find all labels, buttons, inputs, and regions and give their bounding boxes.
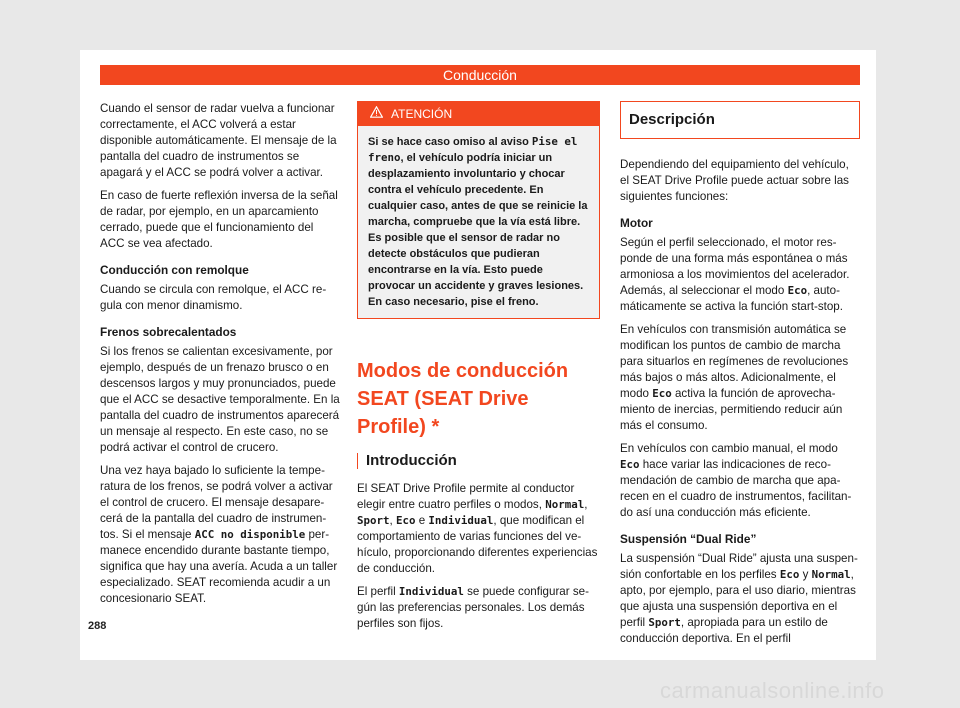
- paragraph: [620, 441, 860, 521]
- text: hace variar las indicaciones de recomendación de cambio de marcha que aparecen en el cuadro de instrumentos, facilitando así una conducción más eficiente.: [620, 458, 852, 519]
- warning-triangle-icon: [370, 102, 383, 126]
- section-title: Modos de conducción SEAT (SEAT Drive Profile) *: [357, 360, 569, 438]
- text: Según el perfil seleccionado, el motor responde de una forma más espontánea o más armoniosa a los movimientos del acelerador. Además, al seleccionar el modo: [620, 236, 850, 297]
- text: permanece encendido durante bastante tiempo, significa que hay una avería. Acuda a un taller especializado. SEAT recomienda acudir a un concesionario SEAT.: [100, 528, 338, 605]
- display-message: Pise el freno: [368, 135, 578, 164]
- text: El SEAT Drive Profile permite al conductor elegir entre cuatro perfiles o modos,: [357, 482, 575, 511]
- paragraph: [620, 551, 860, 647]
- mode-sport: Sport: [648, 616, 681, 629]
- text: El perfil: [357, 585, 399, 598]
- text: e: [415, 514, 429, 527]
- text: y: [799, 568, 812, 581]
- heading-overheated-brakes: Frenos sobrecalentados: [100, 325, 237, 339]
- warning-text: [358, 126, 599, 318]
- paragraph: [357, 481, 600, 577]
- mode-eco: Eco: [787, 284, 808, 297]
- paragraph: Cuando el sensor de radar vuelva a funcionar correctamente, el ACC volverá a estar disponible automáticamente. El mensaje de la pantalla del cuadro de instrumentos se apagará y el ACC se podrá volver a activar.: [100, 102, 337, 179]
- mode-sport: Sport: [357, 514, 390, 527]
- text: En vehículos con cambio manual, el modo: [620, 442, 838, 455]
- text: se puede configurar según las preferencias personales. Los demás perfiles son fijos.: [357, 585, 589, 630]
- text: , automáticamente se activa la función start-stop.: [620, 284, 843, 313]
- text: , apropiada para un estilo de conducción deportiva. En el perfil: [620, 616, 828, 645]
- paragraph: Cuando se circula con remolque, el ACC regula con menor dinamismo.: [100, 283, 327, 312]
- text: ,: [389, 514, 396, 527]
- mode-individual: Individual: [398, 585, 464, 598]
- mode-eco: Eco: [652, 387, 672, 400]
- watermark: carmanualsonline.info: [660, 678, 885, 703]
- heading-engine: Motor: [620, 216, 653, 230]
- display-message: ACC no disponible: [194, 528, 306, 541]
- page-number: 288: [88, 620, 107, 632]
- column-right: [620, 101, 860, 654]
- warning-title: ATENCIÓN: [391, 107, 453, 121]
- paragraph: En caso de fuerte reflexión inversa de la señal de radar, por ejemplo, en un aparcamiento cerrado, puede que el funcionamiento del ACC se vea afectado.: [100, 189, 338, 250]
- background-left: [0, 50, 80, 660]
- subsection-intro: [357, 453, 600, 469]
- paragraph: [100, 463, 340, 607]
- heading-suspension: Suspensión “Dual Ride”: [620, 532, 757, 546]
- background-top: [0, 0, 960, 50]
- paragraph: [357, 584, 600, 632]
- subsection-title: Introducción: [366, 452, 457, 469]
- mode-eco: Eco: [620, 458, 640, 471]
- text: , que modifican el comportamiento de varias funciones del vehículo, proporcionando diferentes experiencias de conducción.: [357, 514, 598, 575]
- mode-normal: Normal: [811, 568, 851, 581]
- column-middle: [357, 101, 600, 639]
- mode-eco: Eco: [395, 514, 416, 527]
- text: activa la función de aprovechamiento de inercias, permitiendo reducir aún más el consumo.: [620, 387, 843, 432]
- mode-individual: Individual: [428, 514, 494, 527]
- mode-eco: Eco: [779, 568, 800, 581]
- warning-box: [357, 101, 600, 319]
- text: , el vehículo podría iniciar un desplazamiento involuntario y chocar contra el vehículo precedente. En cualquier caso, antes de que se reinicie la marcha, compruebe que la vía está libre. Es posible que el sensor de radar no detecte obstáculos que pudieran encontrarse en la vía. Esto puede provocar un accidente y graves lesiones. En caso necesario, pise el freno.: [368, 152, 588, 308]
- warning-header: [358, 102, 599, 126]
- column-left: [100, 101, 340, 614]
- paragraph: Dependiendo del equipamiento del vehículo, el SEAT Drive Profile puede actuar sobre las siguientes funciones:: [620, 158, 849, 203]
- paragraph: Si los frenos se calientan excesivamente, por ejemplo, después de un frenazo brusco o en descensos largos y muy pronunciados, puede que el ACC se desactive temporalmente. En la pantalla del cuadro de instrumentos aparecerá un mensaje al respecto. En este caso, no se podrá activar el control de crucero.: [100, 345, 340, 454]
- heading-towing: Conducción con remolque: [100, 263, 249, 277]
- mode-normal: Normal: [545, 498, 585, 511]
- background-right: [876, 50, 960, 660]
- text: ,: [584, 498, 588, 511]
- chapter-header: Conducción: [100, 65, 860, 85]
- text: La suspensión “Dual Ride” ajusta una suspensión confortable en los perfiles: [620, 552, 858, 581]
- text: Si se hace caso omiso al aviso: [368, 136, 532, 148]
- description-title: Descripción: [620, 101, 860, 139]
- paragraph: [620, 322, 860, 434]
- text: , apto, por ejemplo, para el uso diario, mientras que ajusta una suspensión deportiva en el perfil: [620, 568, 856, 629]
- paragraph: [620, 235, 860, 315]
- text: En vehículos con transmisión automática se modifican los puntos de cambio de marcha para situarlos en regímenes de revoluciones más bajos o más altos. Adicionalmente, el modo: [620, 323, 849, 400]
- text: Una vez haya bajado lo suficiente la temperatura de los frenos, se podrá volver a activar el control de crucero. El mensaje desaparecerá de la pantalla del cuadro de instrumentos. Si el mensaje: [100, 464, 333, 541]
